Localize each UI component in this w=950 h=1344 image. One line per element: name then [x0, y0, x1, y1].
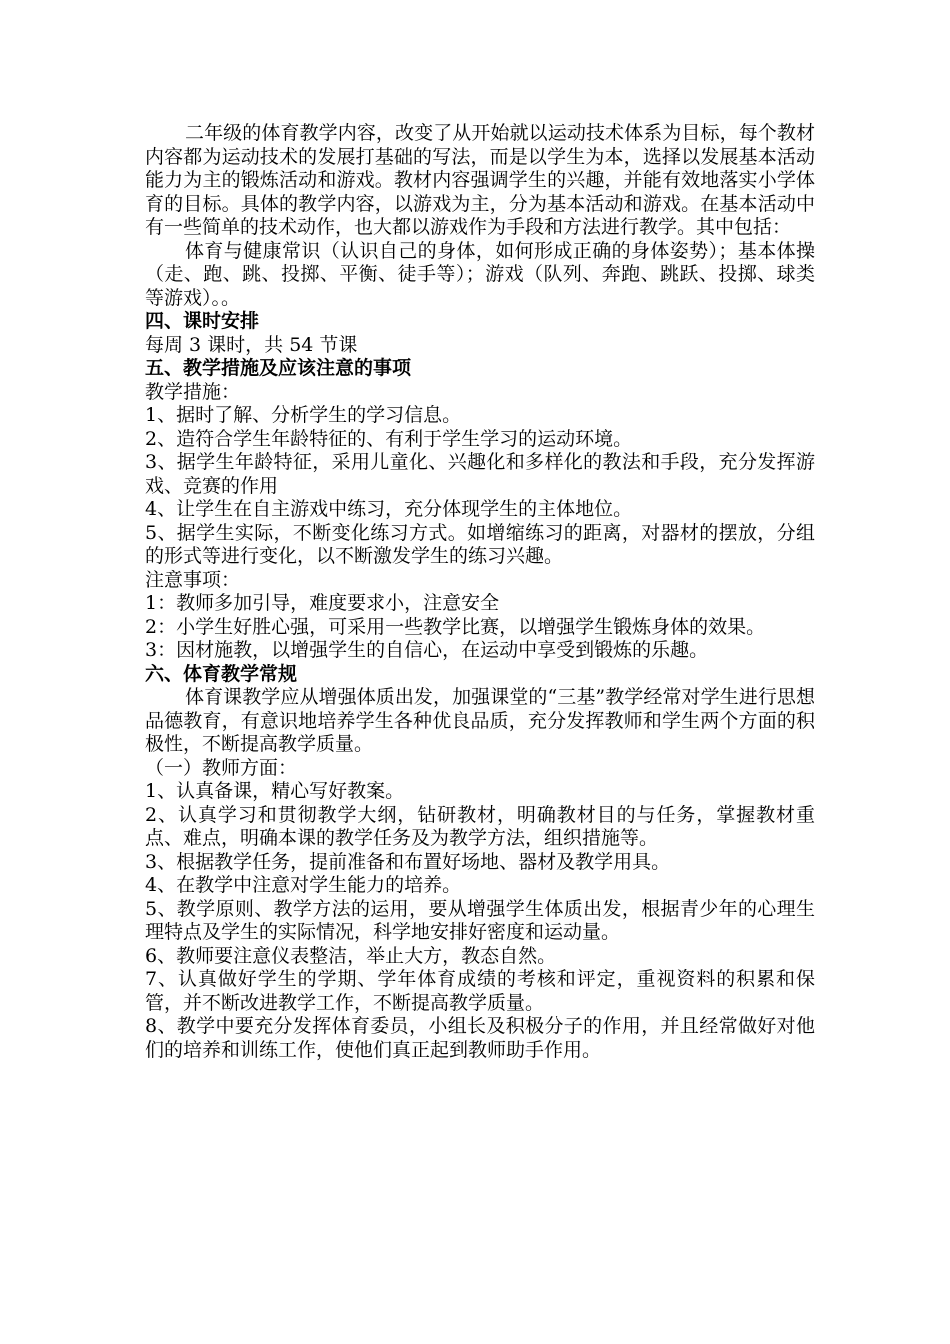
section-heading-measures: 五、教学措施及应该注意的事项: [145, 357, 412, 379]
document-page: [145, 122, 815, 1062]
list-item: 2、造符合学生年龄特征的、有利于学生学习的运动环境。: [145, 427, 633, 450]
notes-label: 注意事项：: [145, 568, 241, 591]
list-item: 1、认真备课，精心写好教案。: [145, 780, 405, 802]
list-item: 6、教师要注意仪表整洁，举止大方，教态自然。: [145, 944, 557, 967]
section-heading-routine: 六、体育教学常规: [145, 662, 298, 685]
routine-intro-paragraph: 体育课教学应从增强体质出发，加强课堂的“三基”教学经常对学生进行思想品德教育，有意识地培养学生各种优良品质，充分发挥教师和学生两个方面的积极性，不断提高教学质量。: [145, 686, 815, 755]
list-item: 5、教学原则、教学方法的运用，要从增强学生体质出发，根据青少年的心理生理特点及学生的实际情况，科学地安排好密度和运动量。: [145, 897, 815, 943]
list-item: 1、据时了解、分析学生的学习信息。: [145, 404, 462, 426]
intro-paragraph: 二年级的体育教学内容，改变了从开始就以运动技术体系为目标，每个教材内容都为运动技术的发展打基础的写法，而是以学生为本，选择以发展基本活动能力为主的锻炼活动和游戏。教材内容强调学生的兴趣，并能有效地落实小学体育的目标。具体的教学内容，以游戏为主，分为基本活动和游戏。在基本活动中有一些简单的技术动作，也大都以游戏作为手段和方法进行教学。其中包括：: [145, 122, 815, 238]
list-item: 2：小学生好胜心强，可采用一些教学比赛，以增强学生锻炼身体的效果。: [145, 615, 766, 638]
list-item: 3：因材施教，以增强学生的自信心，在运动中享受到锻炼的乐趣。: [145, 639, 709, 661]
list-item: 2、认真学习和贯彻教学大纲，钻研教材，明确教材目的与任务，掌握教材重点、难点，明确本课的教学任务及为教学方法，组织措施等。: [145, 803, 815, 849]
sub-heading-teacher: （一）教师方面：: [145, 756, 298, 779]
content-list-paragraph: 体育与健康常识（认识自己的身体，如何形成正确的身体姿势）；基本体操（走、跑、跳、投掷、平衡、徒手等）；游戏（队列、奔跑、跳跃、投掷、球类等游戏）。。: [145, 239, 815, 309]
list-item: 1：教师多加引导，难度要求小，注意安全: [145, 592, 500, 614]
schedule-text: 每周 3 课时，共 54 节课: [145, 333, 358, 356]
list-item: 5、据学生实际，不断变化练习方式。如增缩练习的距离，对器材的摆放，分组的形式等进行变化，以不断激发学生的练习兴趣。: [145, 521, 815, 567]
section-heading-schedule: 四、课时安排: [145, 310, 260, 332]
list-item: 3、根据教学任务，提前准备和布置好场地、器材及教学用具。: [145, 850, 671, 873]
list-item: 3、据学生年龄特征，采用儿童化、兴趣化和多样化的教法和手段，充分发挥游戏、竞赛的作用: [145, 451, 815, 497]
list-item: 8、教学中要充分发挥体育委员，小组长及积极分子的作用，并且经常做好对他们的培养和训练工作，使他们真正起到教师助手作用。: [145, 1015, 815, 1061]
list-item: 4、在教学中注意对学生能力的培养。: [145, 874, 462, 896]
measures-label: 教学措施：: [145, 380, 241, 403]
list-item: 4、让学生在自主游戏中练习，充分体现学生的主体地位。: [145, 498, 633, 520]
list-item: 7、认真做好学生的学期、学年体育成绩的考核和评定，重视资料的积累和保管，并不断改进教学工作，不断提高教学质量。: [145, 968, 815, 1014]
